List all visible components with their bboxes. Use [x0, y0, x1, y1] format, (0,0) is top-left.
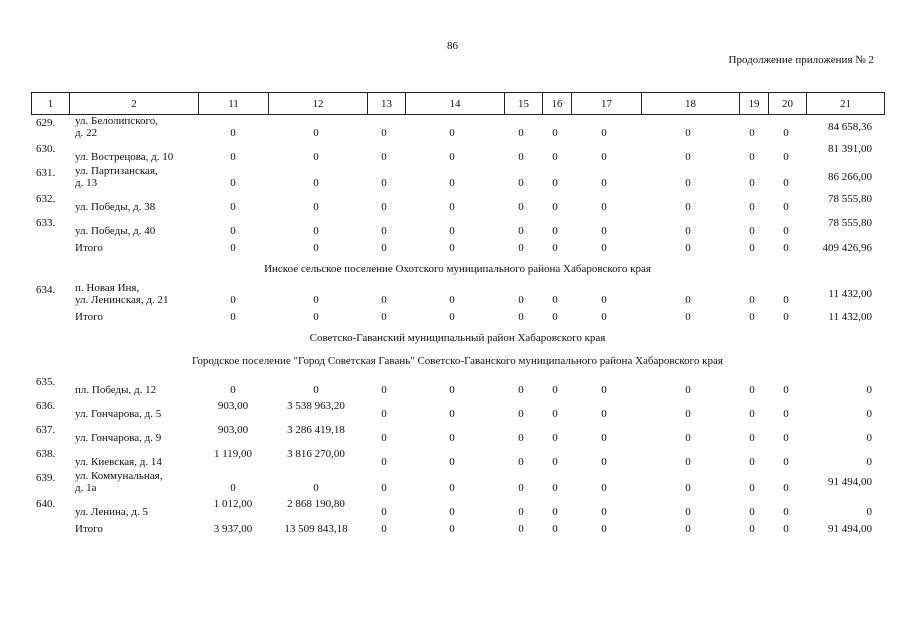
- cell-col-12: 0: [313, 384, 319, 396]
- address-line: пл. Победы, д. 12: [75, 384, 157, 396]
- cell-col-17: 0: [601, 311, 607, 323]
- cell-col-19: 0: [749, 523, 755, 535]
- cell-col-11: 0: [230, 242, 236, 254]
- cell-col-12: 0: [313, 201, 319, 213]
- cell-col-19: 0: [749, 225, 755, 237]
- address-line: ул. Победы, д. 38: [75, 201, 156, 213]
- cell-col-19: 0: [749, 242, 755, 254]
- cell-col-14: 0: [449, 294, 455, 306]
- cell-col-16: 0: [552, 127, 558, 139]
- cell-col-18: 0: [685, 456, 691, 468]
- cell-col-17: 0: [601, 432, 607, 444]
- cell-col-15: 0: [518, 242, 524, 254]
- cell-col-12: 3 538 963,20: [287, 400, 345, 412]
- cell-col-14: 0: [449, 432, 455, 444]
- address-line: ул. Ленинская, д. 21: [75, 294, 169, 306]
- cell-col-19: 0: [749, 482, 755, 494]
- cell-col-20: 0: [783, 294, 789, 306]
- row-number: 636.: [36, 400, 56, 412]
- cell-col-18: 0: [685, 177, 691, 189]
- cell-col-18: 0: [685, 201, 691, 213]
- header-col-16: 16: [543, 93, 572, 115]
- table-row: [31, 215, 884, 239]
- cell-col-11: 903,00: [217, 400, 249, 412]
- cell-col-16: 0: [552, 482, 558, 494]
- table-row: [31, 374, 884, 398]
- cell-col-21: 0: [866, 384, 872, 396]
- page-number: 86: [447, 40, 458, 52]
- header-col-17: 17: [572, 93, 642, 115]
- address-line: д. 22: [75, 127, 98, 139]
- cell-col-19: 0: [749, 432, 755, 444]
- table-row: [31, 470, 884, 496]
- table-row: [31, 115, 884, 141]
- address-line: ул. Киевская, д. 14: [75, 456, 162, 468]
- cell-col-14: 0: [449, 482, 455, 494]
- cell-col-18: 0: [685, 408, 691, 420]
- cell-col-16: 0: [552, 201, 558, 213]
- cell-col-16: 0: [552, 432, 558, 444]
- address-line: д. 13: [75, 177, 98, 189]
- address-line: ул. Гончарова, д. 9: [75, 432, 162, 444]
- address-line: ул. Ленина, д. 5: [75, 506, 148, 518]
- total-label: Итого: [75, 523, 103, 535]
- cell-col-18: 0: [685, 523, 691, 535]
- cell-col-17: 0: [601, 408, 607, 420]
- cell-col-17: 0: [601, 294, 607, 306]
- cell-col-18: 0: [685, 506, 691, 518]
- cell-col-12: 0: [313, 225, 319, 237]
- cell-col-16: 0: [552, 294, 558, 306]
- cell-col-12: 0: [313, 127, 319, 139]
- cell-col-18: 0: [685, 432, 691, 444]
- cell-col-19: 0: [749, 201, 755, 213]
- column-header-table: [31, 92, 885, 115]
- cell-col-16: 0: [552, 311, 558, 323]
- cell-col-15: 0: [518, 408, 524, 420]
- cell-col-19: 0: [749, 151, 755, 163]
- total-row: [31, 308, 884, 328]
- cell-col-11: 0: [230, 151, 236, 163]
- cell-col-20: 0: [783, 523, 789, 535]
- cell-col-12: 3 286 419,18: [287, 424, 345, 436]
- cell-col-11: 0: [230, 294, 236, 306]
- cell-col-21: 11 432,00: [828, 311, 872, 323]
- cell-col-13: 0: [381, 432, 387, 444]
- cell-col-20: 0: [783, 408, 789, 420]
- cell-col-13: 0: [381, 127, 387, 139]
- cell-col-18: 0: [685, 242, 691, 254]
- cell-col-21: 91 494,00: [828, 523, 872, 535]
- address-line: п. Новая Иня,: [75, 282, 140, 294]
- cell-col-15: 0: [518, 177, 524, 189]
- cell-col-18: 0: [685, 151, 691, 163]
- cell-col-14: 0: [449, 311, 455, 323]
- cell-col-11: 0: [230, 225, 236, 237]
- table-row: [31, 422, 884, 446]
- cell-col-12: 13 509 843,18: [284, 523, 348, 535]
- row-number: 632.: [36, 193, 56, 205]
- cell-col-20: 0: [783, 482, 789, 494]
- cell-col-14: 0: [449, 506, 455, 518]
- row-number: 639.: [36, 472, 56, 484]
- section-heading-row: [31, 328, 884, 351]
- row-number: 640.: [36, 498, 56, 510]
- cell-col-15: 0: [518, 201, 524, 213]
- cell-col-21: 91 494,00: [828, 476, 872, 488]
- cell-col-19: 0: [749, 311, 755, 323]
- section-heading-row: [31, 259, 884, 282]
- cell-col-19: 0: [749, 506, 755, 518]
- cell-col-15: 0: [518, 456, 524, 468]
- cell-col-13: 0: [381, 151, 387, 163]
- cell-col-13: 0: [381, 177, 387, 189]
- cell-col-14: 0: [449, 523, 455, 535]
- cell-col-14: 0: [449, 225, 455, 237]
- header-col-14: 14: [406, 93, 505, 115]
- section-heading: Советско-Гаванский муниципальный район Хабаровского края: [309, 332, 606, 344]
- cell-col-17: 0: [601, 177, 607, 189]
- cell-col-20: 0: [783, 242, 789, 254]
- section-heading: Городское поселение "Город Советская Гавань" Советско-Гаванского муниципального района Хабаровского края: [192, 355, 723, 367]
- cell-col-12: 0: [313, 294, 319, 306]
- cell-col-11: 0: [230, 384, 236, 396]
- cell-col-19: 0: [749, 127, 755, 139]
- cell-col-15: 0: [518, 311, 524, 323]
- cell-col-19: 0: [749, 456, 755, 468]
- cell-col-21: 409 426,96: [822, 242, 872, 254]
- cell-col-12: 0: [313, 242, 319, 254]
- cell-col-20: 0: [783, 177, 789, 189]
- cell-col-15: 0: [518, 506, 524, 518]
- cell-col-14: 0: [449, 456, 455, 468]
- cell-col-17: 0: [601, 242, 607, 254]
- cell-col-13: 0: [381, 311, 387, 323]
- cell-col-21: 0: [866, 506, 872, 518]
- cell-col-15: 0: [518, 482, 524, 494]
- cell-col-14: 0: [449, 242, 455, 254]
- row-number: 635.: [36, 376, 56, 388]
- cell-col-15: 0: [518, 384, 524, 396]
- cell-col-16: 0: [552, 225, 558, 237]
- cell-col-13: 0: [381, 294, 387, 306]
- cell-col-14: 0: [449, 127, 455, 139]
- cell-col-21: 78 555,80: [828, 193, 872, 205]
- cell-col-20: 0: [783, 506, 789, 518]
- cell-col-18: 0: [685, 294, 691, 306]
- table-row: [31, 282, 884, 308]
- cell-col-14: 0: [449, 177, 455, 189]
- address-line: ул. Белолипского,: [75, 115, 158, 127]
- row-number: 638.: [36, 448, 56, 460]
- cell-col-17: 0: [601, 151, 607, 163]
- table-body: [31, 115, 884, 540]
- cell-col-16: 0: [552, 523, 558, 535]
- total-row: [31, 239, 884, 259]
- cell-col-13: 0: [381, 225, 387, 237]
- cell-col-20: 0: [783, 225, 789, 237]
- cell-col-21: 11 432,00: [828, 288, 872, 300]
- row-number: 629.: [36, 117, 56, 129]
- cell-col-19: 0: [749, 408, 755, 420]
- cell-col-11: 0: [230, 127, 236, 139]
- header-col-12: 12: [269, 93, 368, 115]
- header-col-15: 15: [505, 93, 543, 115]
- cell-col-11: 0: [230, 177, 236, 189]
- cell-col-14: 0: [449, 408, 455, 420]
- cell-col-18: 0: [685, 225, 691, 237]
- cell-col-14: 0: [449, 151, 455, 163]
- table-row: [31, 496, 884, 520]
- cell-col-13: 0: [381, 506, 387, 518]
- section-heading-row: [31, 351, 884, 374]
- cell-col-20: 0: [783, 151, 789, 163]
- cell-col-21: 78 555,80: [828, 217, 872, 229]
- cell-col-17: 0: [601, 201, 607, 213]
- row-number: 637.: [36, 424, 56, 436]
- address-line: ул. Коммунальная,: [75, 470, 163, 482]
- cell-col-11: 3 937,00: [213, 523, 253, 535]
- cell-col-20: 0: [783, 384, 789, 396]
- cell-col-13: 0: [381, 456, 387, 468]
- cell-col-17: 0: [601, 482, 607, 494]
- table-row: [31, 398, 884, 422]
- address-line: ул. Партизанская,: [75, 165, 158, 177]
- cell-col-13: 0: [381, 384, 387, 396]
- cell-col-16: 0: [552, 242, 558, 254]
- cell-col-16: 0: [552, 177, 558, 189]
- cell-col-20: 0: [783, 201, 789, 213]
- header-col-20: 20: [769, 93, 807, 115]
- cell-col-17: 0: [601, 506, 607, 518]
- cell-col-21: 86 266,00: [828, 171, 872, 183]
- cell-col-11: 1 119,00: [213, 448, 253, 460]
- cell-col-15: 0: [518, 432, 524, 444]
- header-col-1: 1: [32, 93, 70, 115]
- header-col-21: 21: [807, 93, 885, 115]
- header-col-13: 13: [368, 93, 406, 115]
- cell-col-12: 0: [313, 151, 319, 163]
- cell-col-15: 0: [518, 294, 524, 306]
- header-col-19: 19: [740, 93, 769, 115]
- table-row: [31, 165, 884, 191]
- cell-col-21: 0: [866, 456, 872, 468]
- address-line: ул. Победы, д. 40: [75, 225, 156, 237]
- cell-col-12: 0: [313, 177, 319, 189]
- cell-col-11: 1 012,00: [213, 498, 253, 510]
- cell-col-17: 0: [601, 523, 607, 535]
- cell-col-15: 0: [518, 523, 524, 535]
- cell-col-11: 0: [230, 482, 236, 494]
- cell-col-16: 0: [552, 408, 558, 420]
- cell-col-12: 3 816 270,00: [287, 448, 345, 460]
- table-row: [31, 141, 884, 165]
- cell-col-15: 0: [518, 225, 524, 237]
- cell-col-17: 0: [601, 127, 607, 139]
- cell-col-20: 0: [783, 127, 789, 139]
- cell-col-18: 0: [685, 384, 691, 396]
- cell-col-11: 0: [230, 201, 236, 213]
- header-col-2: 2: [70, 93, 199, 115]
- cell-col-16: 0: [552, 151, 558, 163]
- cell-col-13: 0: [381, 201, 387, 213]
- table-row: [31, 191, 884, 215]
- cell-col-19: 0: [749, 384, 755, 396]
- cell-col-21: 81 391,00: [828, 143, 872, 155]
- cell-col-16: 0: [552, 456, 558, 468]
- total-label: Итого: [75, 242, 103, 254]
- cell-col-18: 0: [685, 311, 691, 323]
- cell-col-13: 0: [381, 408, 387, 420]
- row-number: 634.: [36, 284, 56, 296]
- cell-col-17: 0: [601, 225, 607, 237]
- cell-col-19: 0: [749, 177, 755, 189]
- cell-col-20: 0: [783, 456, 789, 468]
- header-col-18: 18: [642, 93, 740, 115]
- cell-col-11: 903,00: [217, 424, 249, 436]
- cell-col-17: 0: [601, 384, 607, 396]
- cell-col-14: 0: [449, 384, 455, 396]
- row-number: 633.: [36, 217, 56, 229]
- section-heading: Инское сельское поселение Охотского муниципального района Хабаровского края: [264, 263, 651, 275]
- total-row: [31, 520, 884, 540]
- cell-col-12: 2 868 190,80: [287, 498, 345, 510]
- cell-col-18: 0: [685, 482, 691, 494]
- total-label: Итого: [75, 311, 103, 323]
- cell-col-19: 0: [749, 294, 755, 306]
- cell-col-18: 0: [685, 127, 691, 139]
- address-line: д. 1а: [75, 482, 97, 494]
- cell-col-20: 0: [783, 311, 789, 323]
- cell-col-21: 0: [866, 432, 872, 444]
- cell-col-20: 0: [783, 432, 789, 444]
- cell-col-12: 0: [313, 311, 319, 323]
- cell-col-16: 0: [552, 384, 558, 396]
- cell-col-13: 0: [381, 482, 387, 494]
- cell-col-12: 0: [313, 482, 319, 494]
- cell-col-13: 0: [381, 242, 387, 254]
- cell-col-11: 0: [230, 311, 236, 323]
- cell-col-21: 84 658,36: [828, 121, 872, 133]
- cell-col-15: 0: [518, 151, 524, 163]
- row-number: 631.: [36, 167, 56, 179]
- header-col-11: 11: [199, 93, 269, 115]
- cell-col-21: 0: [866, 408, 872, 420]
- cell-col-17: 0: [601, 456, 607, 468]
- address-line: ул. Вострецова, д. 10: [75, 151, 174, 163]
- row-number: 630.: [36, 143, 56, 155]
- address-line: ул. Гончарова, д. 5: [75, 408, 162, 420]
- cell-col-14: 0: [449, 201, 455, 213]
- table-row: [31, 446, 884, 470]
- cell-col-16: 0: [552, 506, 558, 518]
- cell-col-13: 0: [381, 523, 387, 535]
- cell-col-15: 0: [518, 127, 524, 139]
- continuation-note: Продолжение приложения № 2: [728, 54, 874, 66]
